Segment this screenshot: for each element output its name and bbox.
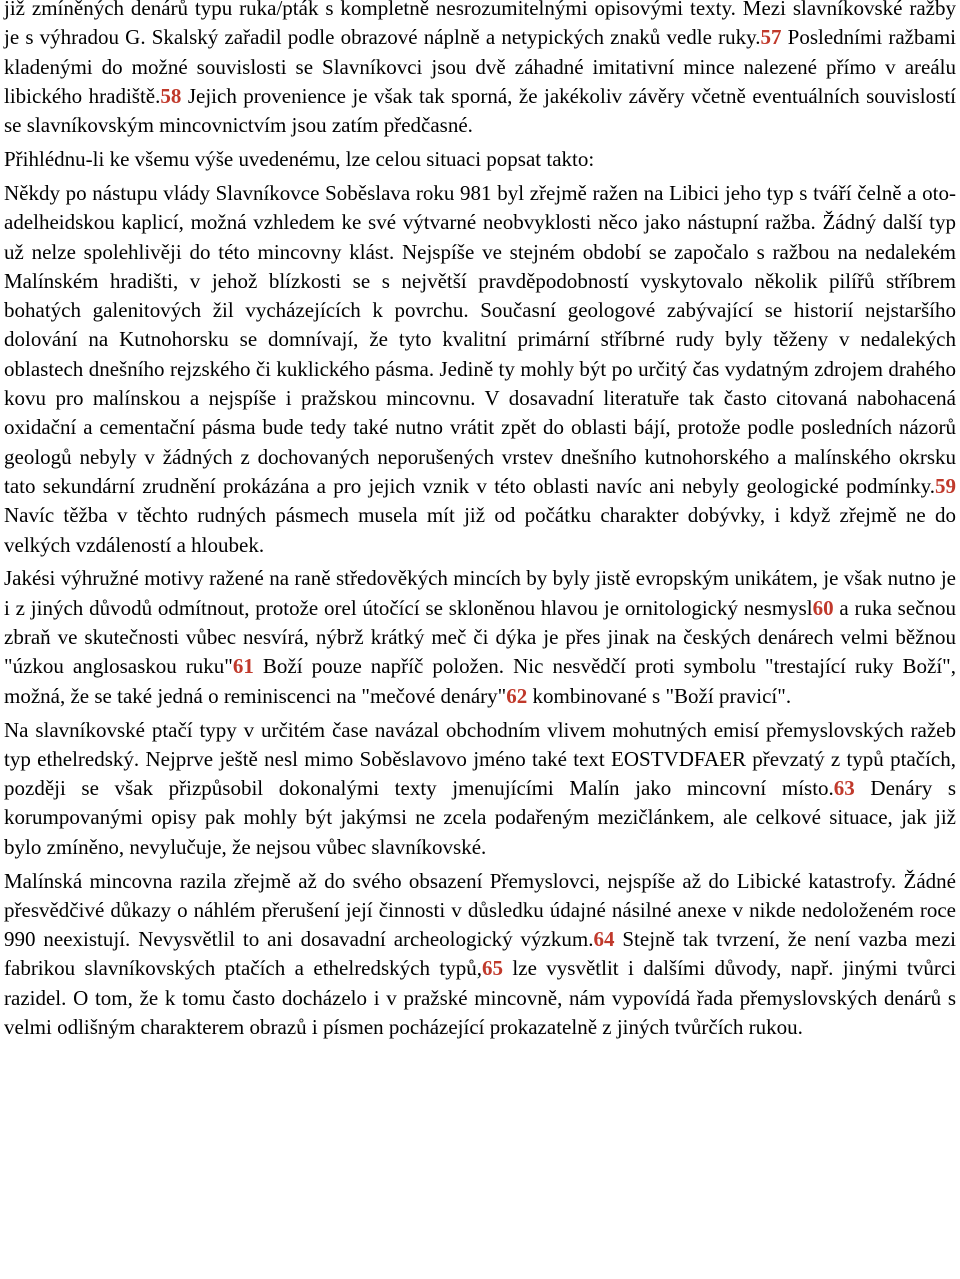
text-run: Stejně tak tvrzení, že není vazba mezi fabrikou slavníkovských ptačích a ethelredských typů, <box>4 927 956 981</box>
paragraph <box>4 867 956 1043</box>
paragraph <box>4 0 956 140</box>
paragraph <box>4 179 956 560</box>
text-run: Na slavníkovské ptačí typy v určitém čase navázal obchodním vlivem mohutných emisí přemyslovských ražeb typ ethelredský. Nejprve ještě nesl mimo Soběslavovo jméno také text EOSTVDFAER převzatý z typů ptačích, později se však přizpůsobil dokonalými texty jmenujícími Malín jako mincovní místo. <box>4 717 956 801</box>
text-run: Malínská mincovna razila zřejmě až do svého obsazení Přemyslovci, nejspíše až do Libické katastrofy. Žádné přesvědčivé důkazy o náhlém přerušení její činnosti v důsledku údajné násilné anexe v nikde nedoloženém roce 990 neexistují. Nevysvětlil to ani dosavadní archeologický výzkum. <box>4 868 956 952</box>
paragraph <box>4 145 956 174</box>
text-run: kombinované s "Boží pravicí". <box>527 683 792 708</box>
paragraph <box>4 716 956 862</box>
footnote-reference[interactable]: 62 <box>506 683 528 708</box>
footnote-reference[interactable]: 64 <box>593 927 615 952</box>
text-run: Navíc těžba v těchto rudných pásmech musela mít již od počátku charakter dobývky, i když zřejmě ne do velkých vzdáleností a hloubek. <box>4 503 956 557</box>
footnote-reference[interactable]: 58 <box>160 83 182 108</box>
text-run: Boží pouze napříč položen. Nic nesvědčí proti symbolu "trestající ruky Boží", možná, že se také jedná o reminiscenci na "mečové denáry" <box>4 654 956 708</box>
footnote-reference[interactable]: 63 <box>833 776 855 801</box>
footnote-reference[interactable]: 59 <box>935 473 956 498</box>
footnote-reference[interactable]: 61 <box>232 654 254 679</box>
text-run: Někdy po nástupu vlády Slavníkovce Soběslava roku 981 byl zřejmě ražen na Libici jeho typ s tváří čelně a oto-adelheidskou kaplicí, možná vzhledem ke své výtvarné neobvyklosti něco jako nástupní ražba. Žádný další typ už nelze spolehlivěji do této mincovny klást. Nejspíše ve stejném období se započalo s ražbou na nedalekém Malínském hradišti, v jehož blízkosti se s největší pravděpodobností vyskytovalo několik pilířů stříbrem bohatých galenitových žil vycházejících k povrchu. Současní geologové zabývající se historií nejstaršího dolování na Kutnohorsku se domnívají, že tyto kvalitní primární stříbrné rudy byly těženy v nedalekých oblastech dnešního rejzského či kuklického pásma. Jedině ty mohly být po určitý čas vydatným zdrojem drahého kovu pro malínskou a nejspíše i pražskou mincovnu. V dosavadní literatuře tak často citovaná nabohacená oxidační a cementační pásma bude tedy také nutno vrátit zpět do oblasti bájí, protože podle posledních názorů geologů nebyly v žádných z dochovaných neporušených vrstev dnešního kutnohorského a malínského okrsku tato sekundární zrudnění prokázána a pro jejich vznik v této oblasti navíc ani nebyly geologické podmínky. <box>4 180 956 498</box>
text-run: Jakési výhružné motivy ražené na raně středověkých mincích by byly jistě evropským unikátem, je však nutno je i z jiných důvodů odmítnout, protože orel útočící se skloněnou hlavou je ornitologický nesmysl <box>4 566 956 620</box>
text-run: a ruka sečnou zbraň ve skutečnosti vůbec nesvírá, nýbrž krátký meč či dýka je přes jinak na českých denárech velmi běžnou "úzkou anglosaskou ruku" <box>4 595 956 679</box>
text-run: Přihlédnu-li ke všemu výše uvedenému, lze celou situaci popsat takto: <box>4 147 595 172</box>
footnote-reference[interactable]: 57 <box>760 25 782 50</box>
text-run: již zmíněných denárů typu ruka/pták s kompletně nesrozumitelnými opisovými texty. Mezi slavníkovské ražby je s výhradou G. Skalský zařadil podle obrazové náplně a netypických znaků vedle ruky. <box>4 0 956 50</box>
footnote-reference[interactable]: 60 <box>812 595 834 620</box>
text-run: lze vysvětlit i dalšími důvody, např. jinými tvůrci razidel. O tom, že k tomu často docházelo i v pražské mincovně, nám vypovídá řada přemyslovských denárů s velmi odlišným charakterem obrazů i písmen pocházející prokazatelně z jiných tvůrčích rukou. <box>4 956 957 1040</box>
document-body <box>4 0 956 1042</box>
text-run: Jejich provenience je však tak sporná, že jakékoliv závěry včetně eventuálních souvislostí se slavníkovským mincovnictvím jsou zatím předčasné. <box>4 83 956 138</box>
text-run: Posledními ražbami kladenými do možné souvislosti se Slavníkovci jsou dvě záhadné imitativní mince nalezené přímo v areálu libického hradiště. <box>4 25 956 108</box>
paragraph <box>4 564 956 710</box>
footnote-reference[interactable]: 65 <box>482 956 503 981</box>
text-run: Denáry s korumpovanými opisy pak mohly být jakýmsi ne zcela podařeným mezičlánkem, ale celkové situace, jak již bylo zmíněno, nevylučuje, že nejsou vůbec slavníkovské. <box>4 776 956 859</box>
